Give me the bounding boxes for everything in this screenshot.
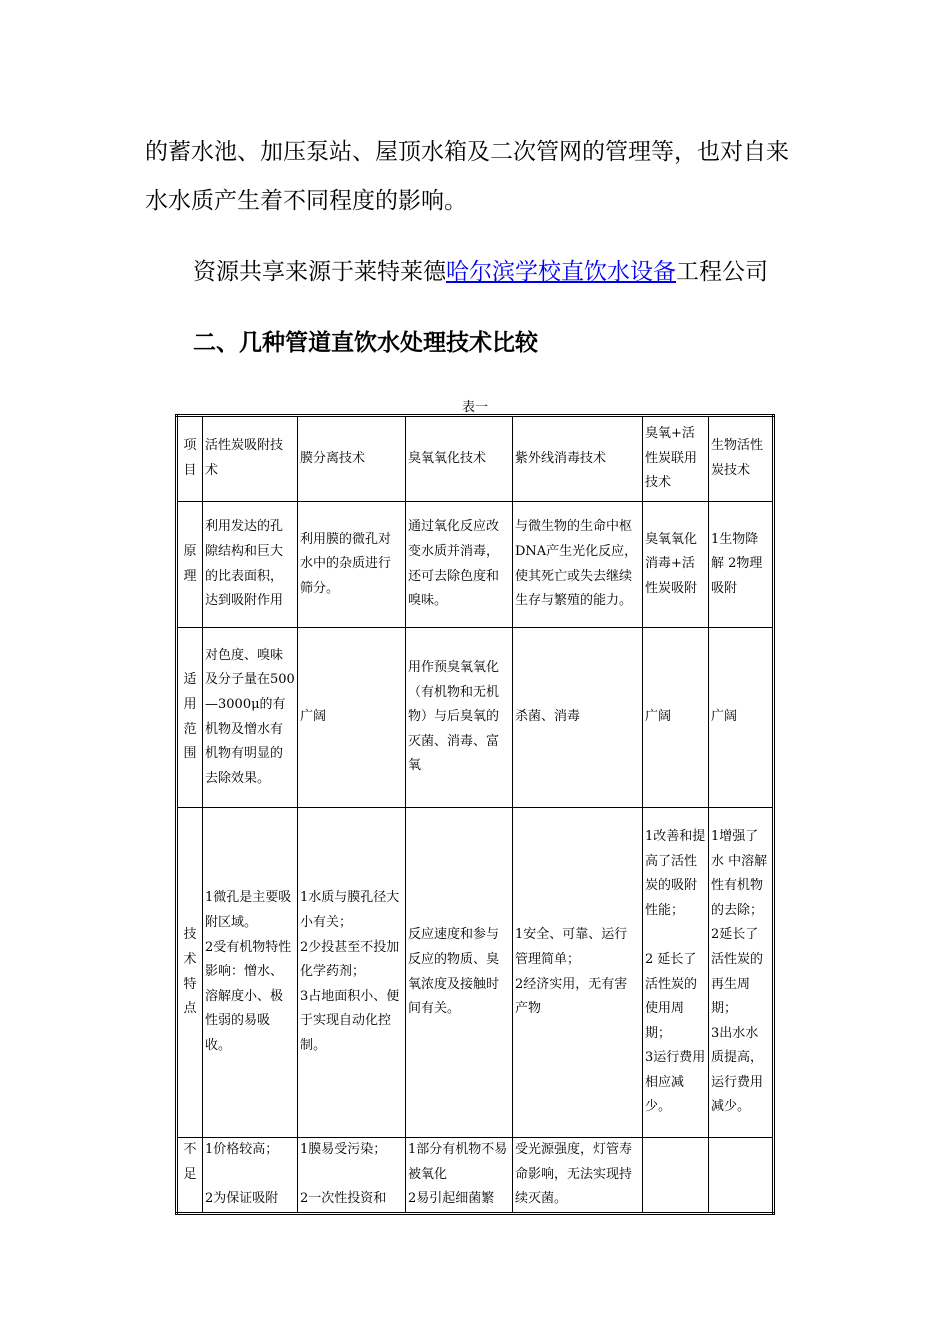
- shortcomings-cell: 受光源强度，灯管寿命影响，无法实现持续灭菌。: [513, 1138, 643, 1214]
- shortcoming-point: 2为保证吸附: [205, 1191, 279, 1207]
- shortcomings-cell: [298, 1138, 406, 1214]
- features-cell: [298, 808, 406, 1138]
- feature-point: 1安全、可靠、运行管理简单；: [515, 927, 628, 967]
- header-membrane: 膜分离技术: [298, 416, 406, 502]
- features-cell: 反应速度和参与反应的物质、臭氧浓度及接触时间有关。: [406, 808, 513, 1138]
- feature-point: 3运行费用相应减少。: [645, 1050, 706, 1115]
- feature-point: 2少投甚至不投加化学药剂；: [300, 939, 400, 980]
- scope-cell: 对色度、嗅味及分子量在500—3000μ的有机物及憎水有机物有明显的去除效果。: [203, 628, 298, 808]
- shortcomings-cell: [203, 1138, 298, 1214]
- feature-point: 2 延长了活性炭的使用周期；: [645, 951, 698, 1041]
- table-caption: 表一: [461, 400, 488, 415]
- features-label: 技术特点: [177, 808, 203, 1138]
- feature-point: 3占地面积小、便于实现自动化控制。: [300, 988, 400, 1053]
- header-uv: 紫外线消毒技术: [513, 416, 643, 502]
- header-ozone-carbon: 臭氧+活性炭联用技术: [643, 416, 709, 502]
- feature-point: 1改善和提高了活性炭的吸附性能；: [645, 828, 706, 918]
- principle-cell: 1生物降解 2物理吸附: [709, 502, 774, 628]
- scope-cell: 广阔: [709, 628, 774, 808]
- feature-point: 1微孔是主要吸附区域。: [205, 890, 292, 931]
- principle-label: 原理: [177, 502, 203, 628]
- section-heading: 二、几种管道直饮水处理技术比较: [193, 329, 538, 356]
- table-row: [177, 808, 774, 1138]
- header-bio-carbon: 生物活性炭技术: [709, 416, 774, 502]
- scope-cell: 用作预臭氧氧化（有机物和无机物）与后臭氧的灭菌、消毒、富氧: [406, 628, 513, 808]
- feature-point: 3出水水质提高，运行费用减少。: [711, 1025, 764, 1115]
- feature-point: 2延长了活性炭的再生周期；: [711, 927, 764, 1017]
- features-cell: [203, 808, 298, 1138]
- shortcoming-point: 2易引起细菌繁: [408, 1191, 495, 1207]
- feature-point: 1水质与膜孔径大小有关；: [300, 890, 400, 931]
- table-row: [177, 628, 774, 808]
- scope-cell: 广阔: [298, 628, 406, 808]
- principle-cell: 臭氧氧化消毒+活性炭吸附: [643, 502, 709, 628]
- shortcomings-cell: [709, 1138, 774, 1214]
- principle-cell: 利用发达的孔隙结构和巨大的比表面积，达到吸附作用: [203, 502, 298, 628]
- feature-point: 1增强了水 中溶解性有机物的去除；: [711, 828, 768, 918]
- comparison-table: [175, 414, 775, 1215]
- header-item: 项目: [177, 416, 203, 502]
- intro-paragraph: 的蓄水池、加压泵站、屋顶水箱及二次管网的管理等，也对自来水水质产生着不同程度的影响。: [145, 139, 789, 214]
- header-activated-carbon: 活性炭吸附技术: [203, 416, 298, 502]
- source-paragraph: [193, 248, 813, 297]
- features-cell: [709, 808, 774, 1138]
- header-ozone: 臭氧氧化技术: [406, 416, 513, 502]
- scope-label: 适用范围: [177, 628, 203, 808]
- principle-cell: 通过氧化反应改变水质并消毒，还可去除色度和嗅味。: [406, 502, 513, 628]
- source-prefix: 资源共享来源于莱特莱德: [193, 259, 446, 285]
- shortcoming-point: 1价格较高；: [205, 1142, 279, 1157]
- features-cell: [643, 808, 709, 1138]
- principle-cell: 与微生物的生命中枢DNA产生光化反应，使其死亡或失去继续生存与繁殖的能力。: [513, 502, 643, 628]
- scope-cell: 广阔: [643, 628, 709, 808]
- shortcomings-cell: [643, 1138, 709, 1214]
- shortcoming-point: 2一次性投资和: [300, 1191, 387, 1207]
- scope-cell: 杀菌、消毒: [513, 628, 643, 808]
- table-row: [177, 416, 774, 502]
- source-suffix: 工程公司: [676, 259, 768, 285]
- shortcomings-label: 不足: [177, 1138, 203, 1214]
- shortcomings-cell: [406, 1138, 513, 1214]
- feature-point: 2受有机物特性影响：憎水、溶解度小、极性弱的易吸收。: [205, 939, 292, 1053]
- shortcoming-point: 1部分有机物不易被氧化: [408, 1142, 508, 1182]
- feature-point: 2经济实用，无有害产物: [515, 976, 628, 1017]
- company-link[interactable]: 哈尔滨学校直饮水设备: [446, 259, 676, 285]
- principle-cell: 利用膜的微孔对水中的杂质进行筛分。: [298, 502, 406, 628]
- features-cell: [513, 808, 643, 1138]
- shortcoming-point: 1膜易受污染；: [300, 1142, 387, 1157]
- table-row: [177, 1138, 774, 1214]
- table-row: [177, 502, 774, 628]
